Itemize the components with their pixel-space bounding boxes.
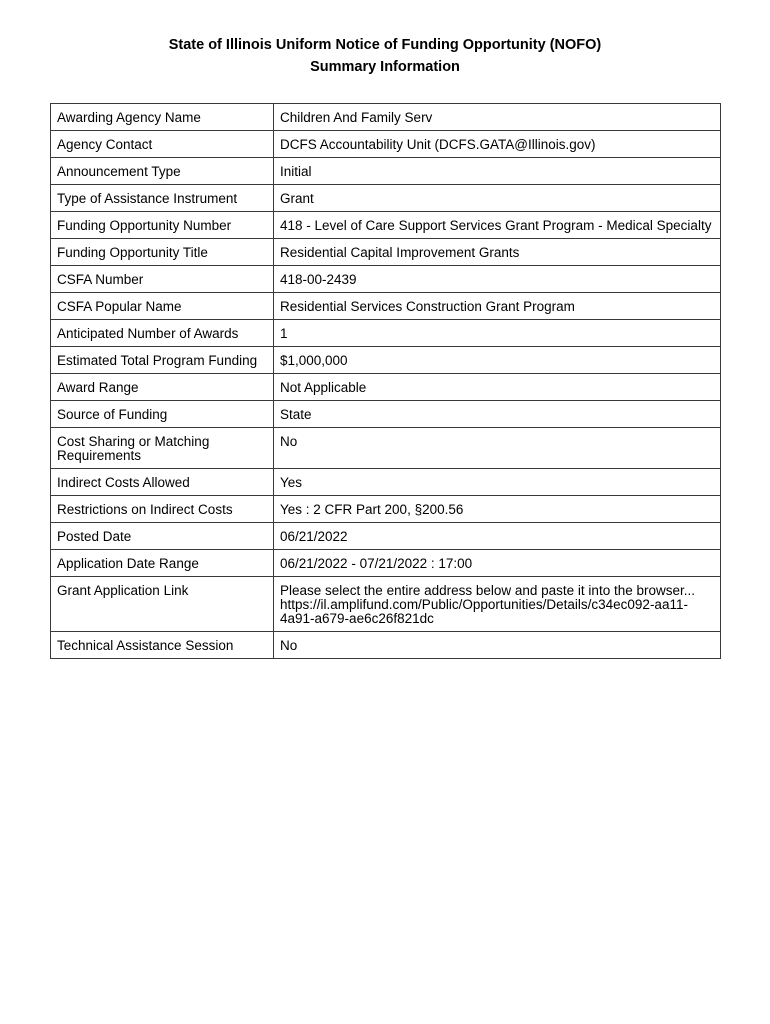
field-value: Yes : 2 CFR Part 200, §200.56	[274, 496, 721, 523]
field-label: Posted Date	[51, 523, 274, 550]
row-csfa-number	[51, 266, 721, 293]
row-grant-application-link	[51, 577, 721, 632]
field-label: Funding Opportunity Number	[51, 212, 274, 239]
field-value: Residential Capital Improvement Grants	[274, 239, 721, 266]
field-value: State	[274, 401, 721, 428]
field-label: Grant Application Link	[51, 577, 274, 632]
field-label: Award Range	[51, 374, 274, 401]
field-label: CSFA Popular Name	[51, 293, 274, 320]
field-value: Yes	[274, 469, 721, 496]
field-label: CSFA Number	[51, 266, 274, 293]
row-restrictions-on-indirect-costs	[51, 496, 721, 523]
field-value: 418 - Level of Care Support Services Grant Program - Medical Specialty	[274, 212, 721, 239]
field-label: Technical Assistance Session	[51, 632, 274, 659]
row-csfa-popular-name	[51, 293, 721, 320]
field-value: $1,000,000	[274, 347, 721, 374]
field-label: Application Date Range	[51, 550, 274, 577]
row-estimated-total-program-funding	[51, 347, 721, 374]
row-funding-opportunity-title	[51, 239, 721, 266]
field-value: Not Applicable	[274, 374, 721, 401]
field-label: Awarding Agency Name	[51, 104, 274, 131]
field-label: Estimated Total Program Funding	[51, 347, 274, 374]
grant-application-link-text[interactable]: Please select the entire address below and paste it into the browser... https://il.amplifund.com/Public/Opportunities/Details/c34ec092-aa11-4a91-a679-ae6c26f821dc	[274, 577, 721, 632]
row-agency-contact	[51, 131, 721, 158]
field-label: Indirect Costs Allowed	[51, 469, 274, 496]
field-value: 418-00-2439	[274, 266, 721, 293]
row-indirect-costs-allowed	[51, 469, 721, 496]
field-value: DCFS Accountability Unit (DCFS.GATA@Illinois.gov)	[274, 131, 721, 158]
row-funding-opportunity-number	[51, 212, 721, 239]
field-label: Agency Contact	[51, 131, 274, 158]
field-value: No	[274, 428, 721, 469]
row-awarding-agency-name	[51, 104, 721, 131]
page-title: State of Illinois Uniform Notice of Funding Opportunity (NOFO)	[168, 37, 602, 53]
row-type-of-assistance-instrument	[51, 185, 721, 212]
row-posted-date	[51, 523, 721, 550]
row-source-of-funding	[51, 401, 721, 428]
field-value: 06/21/2022 - 07/21/2022 : 17:00	[274, 550, 721, 577]
field-label: Funding Opportunity Title	[51, 239, 274, 266]
field-label: Anticipated Number of Awards	[51, 320, 274, 347]
field-value: 1	[274, 320, 721, 347]
field-label: Restrictions on Indirect Costs	[51, 496, 274, 523]
field-value: No	[274, 632, 721, 659]
field-label: Source of Funding	[51, 401, 274, 428]
document-header	[0, 34, 770, 78]
row-award-range	[51, 374, 721, 401]
field-value: Children And Family Serv	[274, 104, 721, 131]
row-anticipated-number-of-awards	[51, 320, 721, 347]
row-cost-sharing	[51, 428, 721, 469]
row-announcement-type	[51, 158, 721, 185]
field-value: Initial	[274, 158, 721, 185]
field-value: Grant	[274, 185, 721, 212]
field-label: Type of Assistance Instrument	[51, 185, 274, 212]
row-application-date-range	[51, 550, 721, 577]
row-technical-assistance-session	[51, 632, 721, 659]
page-subtitle: Summary Information	[310, 59, 460, 75]
field-label: Announcement Type	[51, 158, 274, 185]
summary-table	[50, 103, 721, 659]
field-value: Residential Services Construction Grant Program	[274, 293, 721, 320]
field-value: 06/21/2022	[274, 523, 721, 550]
field-label: Cost Sharing or Matching Requirements	[51, 428, 274, 469]
